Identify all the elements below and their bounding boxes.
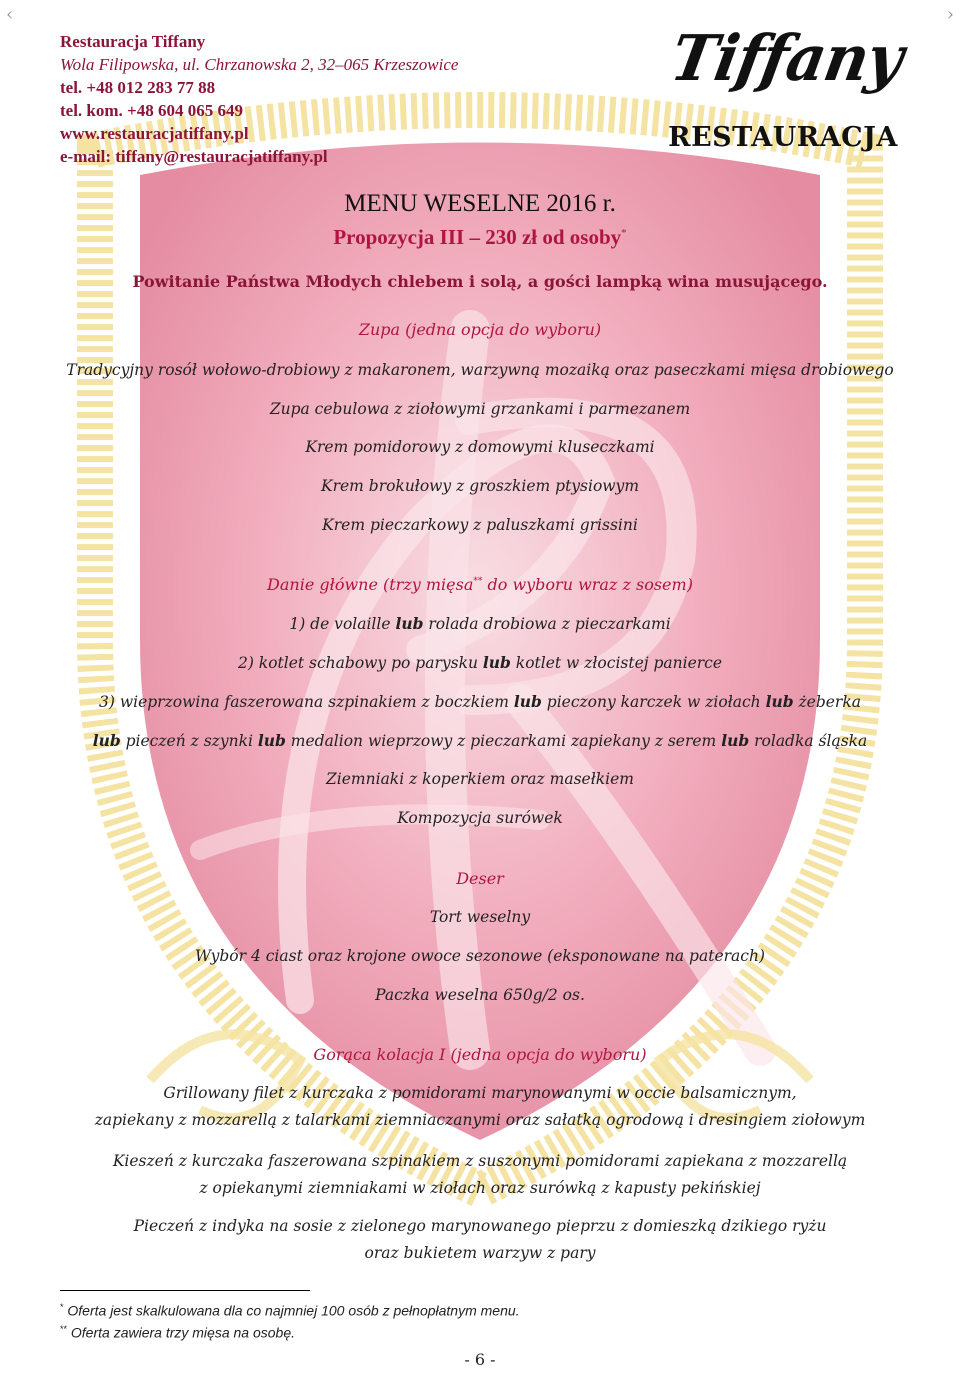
main-item-text: 3) wieprzowina faszerowana szpinakiem z boczkiem	[99, 693, 514, 711]
footnote-text: Oferta jest skalkulowana dla co najmniej 100 osób z pełnopłatnym menu.	[63, 1302, 520, 1319]
hot-supper-item: z opiekanymi ziemniakami w ziołach oraz surówką z kapusty pekińskiej	[199, 1179, 761, 1197]
corner-mark-left: ‹	[6, 4, 14, 25]
main-item-text: 2) kotlet schabowy po parysku	[237, 654, 483, 672]
footnote-1	[60, 1302, 520, 1319]
hot-supper-item: Pieczeń z indyka na sosie z zielonego marynowanego pieprzu z domieszką dzikiego ryżu	[133, 1217, 827, 1235]
dessert-item: Tort weselny	[429, 908, 531, 926]
or-label: lub	[721, 731, 750, 750]
menu-title: MENU WESELNE 2016 r.	[344, 190, 616, 217]
soup-heading: Zupa (jedna opcja do wyboru)	[358, 320, 602, 339]
main-item-3-continued	[0, 731, 960, 750]
hot-supper-item: oraz bukietem warzyw z pary	[364, 1244, 596, 1262]
soup-item: Krem brokułowy z groszkiem ptysiowym	[320, 477, 640, 495]
main-item-text: kotlet w złocistej panierce	[510, 654, 723, 672]
side-dish: Ziemniaki z koperkiem oraz masełkiem	[326, 770, 634, 788]
or-label: lub	[257, 731, 286, 750]
soup-item: Krem pomidorowy z domowymi kluseczkami	[305, 438, 655, 456]
logo-script: Tiffany	[665, 22, 908, 96]
mobile-phone: tel. kom. +48 604 065 649	[60, 101, 243, 120]
main-item-1	[0, 614, 960, 633]
soup-item: Krem pieczarkowy z paluszkami grissini	[322, 516, 638, 534]
main-item-text: żeberka	[793, 693, 861, 711]
proposal-footnote-mark: *	[621, 227, 627, 239]
restaurant-logo	[665, 22, 908, 160]
main-heading-footnote-mark: **	[473, 576, 483, 587]
dessert-heading: Deser	[456, 869, 504, 888]
page-number: - 6 -	[464, 1350, 496, 1369]
main-item-2	[0, 653, 960, 672]
side-dish: Kompozycja surówek	[397, 809, 563, 827]
footnote-mark: **	[60, 1324, 68, 1334]
corner-mark-right: ›	[946, 4, 954, 25]
website-link[interactable]: www.restauracjatiffany.pl	[60, 124, 249, 143]
main-heading	[0, 575, 960, 594]
footnote-2	[60, 1324, 295, 1341]
main-item-text: roladka śląska	[749, 732, 868, 750]
or-label: lub	[765, 692, 794, 711]
or-label: lub	[92, 731, 121, 750]
hot-supper-heading: Gorąca kolacja I (jedna opcja do wyboru)	[313, 1045, 647, 1064]
or-label: lub	[513, 692, 542, 711]
phone: tel. +48 012 283 77 88	[60, 78, 216, 97]
main-item-text: pieczeń z szynki	[120, 732, 258, 750]
dessert-item: Wybór 4 ciast oraz krojone owoce sezonowe (eksponowane na paterach)	[195, 947, 765, 965]
logo-subtitle: RESTAURACJA	[668, 122, 898, 153]
or-label: lub	[395, 614, 424, 633]
email-link[interactable]: e-mail: tiffany@restauracjatiffany.pl	[60, 147, 328, 166]
dessert-item: Paczka weselna 650g/2 os.	[375, 986, 585, 1004]
main-heading-part: do wyboru wraz z sosem)	[482, 575, 693, 594]
footnote-text: Oferta zawiera trzy mięsa na osobę.	[67, 1324, 296, 1341]
main-item-3	[0, 692, 960, 711]
main-item-text: medalion wieprzowy z pieczarkami zapiekany z serem	[285, 732, 722, 750]
hot-supper-item: Grillowany filet z kurczaka z pomidorami marynowanymi w occie balsamicznym,	[163, 1084, 797, 1102]
main-item-text: pieczony karczek w ziołach	[541, 693, 766, 711]
hot-supper-item: Kieszeń z kurczaka faszerowana szpinakiem z suszonymi pomidorami zapiekana z mozzarellą	[112, 1152, 848, 1170]
soup-item: Tradycyjny rosół wołowo-drobiowy z makaronem, warzywną mozaiką oraz paseczkami mięsa drobiowego	[66, 361, 894, 379]
proposal-text: Propozycja III – 230 zł od osoby	[333, 225, 622, 249]
restaurant-name: Restauracja Tiffany	[60, 32, 206, 51]
proposal-title	[0, 225, 960, 250]
restaurant-address: Wola Filipowska, ul. Chrzanowska 2, 32–065 Krzeszowice	[60, 55, 459, 74]
greeting: Powitanie Państwa Młodych chlebem i solą, a gości lampką wina musującego.	[132, 272, 828, 291]
main-heading-part: Danie główne (trzy mięsa	[267, 575, 474, 594]
soup-item: Zupa cebulowa z ziołowymi grzankami i parmezanem	[269, 400, 691, 418]
main-item-text: rolada drobiowa z pieczarkami	[423, 615, 671, 633]
main-item-text: 1) de volaille	[289, 615, 396, 633]
footnote-mark: *	[60, 1302, 64, 1312]
footnote-rule	[60, 1290, 310, 1291]
hot-supper-item: zapiekany z mozzarellą z talarkami ziemniaczanymi oraz sałatką ogrodową i dresingiem ziołowym	[94, 1111, 866, 1129]
contact-block	[60, 30, 458, 168]
or-label: lub	[482, 653, 511, 672]
